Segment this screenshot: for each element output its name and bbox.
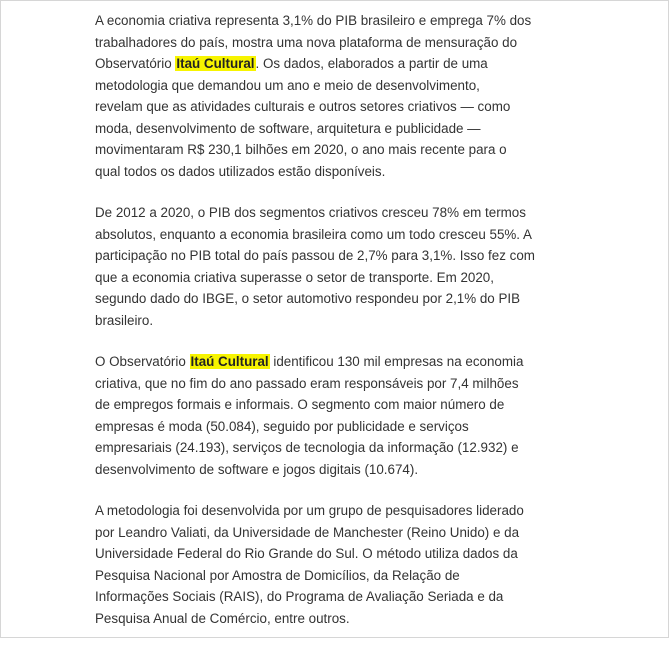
text-line xyxy=(95,522,565,544)
text-segment: A economia criativa representa 3,1% do PIB brasileiro e emprega 7% dos xyxy=(95,13,532,28)
text-segment: trabalhadores do país, mostra uma nova plataforma de mensuração do xyxy=(95,34,518,50)
text-line xyxy=(95,161,565,183)
text-line xyxy=(95,373,565,395)
text-segment: O Observatório xyxy=(95,354,190,369)
text-line xyxy=(95,500,565,522)
text-line xyxy=(95,586,565,608)
highlighted-term: Itaú Cultural xyxy=(176,56,255,71)
text-line xyxy=(95,310,565,332)
text-segment: segundo dado do IBGE, o setor automotivo respondeu por 2,1% do PIB xyxy=(95,291,521,306)
text-line xyxy=(95,245,565,267)
text-segment: Observatório xyxy=(95,56,176,71)
text-segment: metodologia que demandou um ano e meio de desenvolvimento, xyxy=(95,77,480,93)
text-segment: . Os dados, elaborados a partir de uma xyxy=(255,56,488,71)
article-body xyxy=(95,10,565,649)
text-segment: absolutos, enquanto a economia brasileira como um todo cresceu 55%. A xyxy=(95,226,532,242)
text-line xyxy=(95,459,565,481)
text-line xyxy=(95,32,565,54)
text-line xyxy=(95,543,565,565)
text-segment: de empregos formais e informais. O segmento com maior número de xyxy=(95,397,505,412)
text-line xyxy=(95,53,565,75)
text-segment: moda, desenvolvimento de software, arquitetura e publicidade — xyxy=(95,120,481,136)
text-segment: Pesquisa Nacional por Amostra de Domicílios, da Relação de xyxy=(95,567,460,583)
text-line xyxy=(95,139,565,161)
text-segment: A metodologia foi desenvolvida por um grupo de pesquisadores liderado xyxy=(95,503,524,518)
text-line xyxy=(95,202,565,224)
text-line xyxy=(95,565,565,587)
article-paragraph xyxy=(95,10,565,182)
text-segment: revelam que as atividades culturais e outros setores criativos — como xyxy=(95,99,511,114)
text-line xyxy=(95,288,565,310)
text-segment: empresas é moda (50.084), seguido por publicidade e serviços xyxy=(95,418,469,434)
text-line xyxy=(95,394,565,416)
text-segment: movimentaram R$ 230,1 bilhões em 2020, o ano mais recente para o xyxy=(95,142,507,157)
article-paragraph xyxy=(95,351,565,480)
text-line xyxy=(95,416,565,438)
article-paragraph xyxy=(95,202,565,331)
text-line xyxy=(95,224,565,246)
text-segment: Universidade Federal do Rio Grande do Sul. O método utiliza dados da xyxy=(95,546,518,561)
text-segment: De 2012 a 2020, o PIB dos segmentos criativos cresceu 78% em termos xyxy=(95,205,526,220)
text-segment: Pesquisa Anual de Comércio, entre outros. xyxy=(95,610,350,626)
text-line xyxy=(95,10,565,32)
text-segment: qual todos os dados utilizados estão disponíveis. xyxy=(95,163,386,179)
article-paragraph xyxy=(95,500,565,629)
text-line xyxy=(95,118,565,140)
highlighted-term: Itaú Cultural xyxy=(190,354,269,369)
text-segment: Informações Sociais (RAIS), do Programa de Avaliação Seriada e da xyxy=(95,589,504,604)
text-segment: identificou 130 mil empresas na economia xyxy=(269,354,524,369)
text-line xyxy=(95,75,565,97)
text-segment: empresariais (24.193), serviços de tecnologia da informação (12.932) e xyxy=(95,440,519,455)
text-line xyxy=(95,608,565,630)
text-segment: desenvolvimento de software e jogos digitais (10.674). xyxy=(95,461,419,477)
text-segment: criativa, que no fim do ano passado eram responsáveis por 7,4 milhões xyxy=(95,375,519,391)
text-segment: brasileiro. xyxy=(95,312,154,328)
text-segment: participação no PIB total do país passou de 2,7% para 3,1%. Isso fez com xyxy=(95,248,535,263)
text-line xyxy=(95,267,565,289)
text-line xyxy=(95,351,565,373)
text-segment: que a economia criativa superasse o setor de transporte. Em 2020, xyxy=(95,269,494,285)
text-line xyxy=(95,437,565,459)
text-line xyxy=(95,96,565,118)
text-segment: por Leandro Valiati, da Universidade de Manchester (Reino Unido) e da xyxy=(95,524,520,540)
